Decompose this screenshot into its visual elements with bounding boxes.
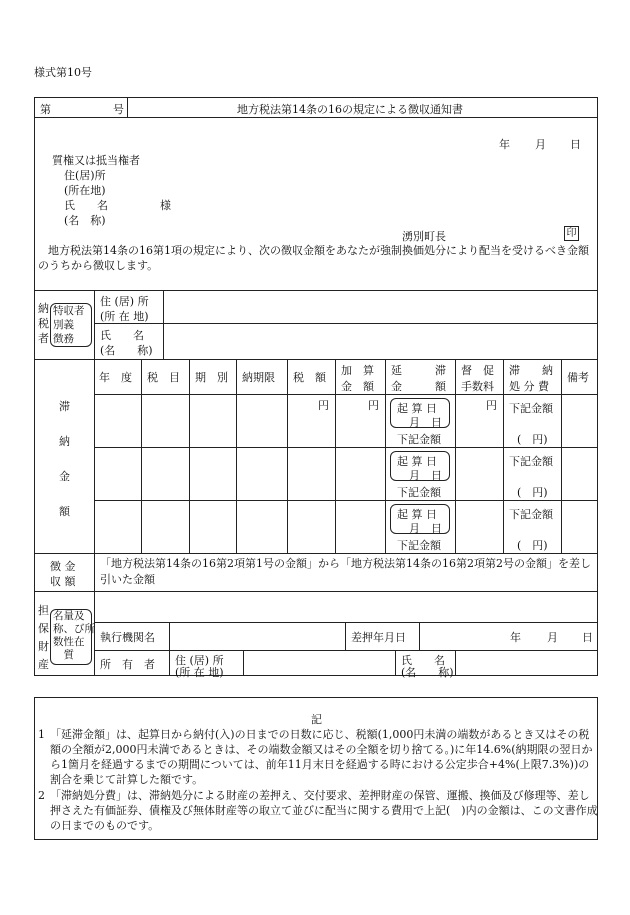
collection-label-1: 徴 金 [50,560,76,573]
notice-body: 地方税法第14条の16第1項の規定により、次の徴収金額をあなたが強制換価処分により配当を受けるべき金額のうちから徴収します。 [38,244,589,272]
owner-name-sub: (名 称) [401,666,454,679]
note-text: 「延滞金額」は、起算日から納付(入)の日までの日数に応じ、税額(1,000円未満の端数があるとき又はその税額の全額が2,000円未満であるときは、その端数金額又はその全額を切り捨てる。)に年14.6%(納期限の翌日から1箇月を経過するまでの期間については、前年11月末日を経過する時における公定歩合+4%(上限7.3%))の割合を乗じて計算した額です。 [50,728,593,786]
collection-label-2: 収 額 [50,575,76,588]
date-year: 年 [499,138,510,151]
note-item [38,788,600,833]
taxpayer-name-sub: (名 称) [100,344,153,357]
seize-year: 年 [510,631,521,644]
note-number: 2 [38,789,45,802]
note-text: 「滞納処分費」は、滞納処分による財産の差押え、交付要求、差押財産の保管、運搬、換価及び修理等、差し押さえた有価証券、債権及び無体財産等の取立て並びに配当に関する費用で上記( )内の金額は、この文書作成の日までのものです。 [50,789,598,832]
owner-label: 所 有 者 [100,658,155,671]
yen-tax: 円 [318,399,329,412]
disp-lower-amount: 下記金額 [509,455,553,468]
arrears-side-3: 金 [59,470,70,483]
note-number: 1 [38,728,45,741]
col-fee-2: 手数料 [461,380,494,393]
col-delay-1: 延 滞 [391,364,446,377]
start-day-md: 月 日 [409,416,442,429]
col-period: 期 別 [195,371,228,384]
disp-lower-amount: 下記金額 [509,508,553,521]
date-month: 月 [535,138,546,151]
name-sub: (名 称) [64,214,106,227]
col-add-2: 金 額 [341,380,374,393]
seize-month: 月 [547,631,558,644]
seize-date-label: 差押年月日 [351,631,406,644]
col-year: 年 度 [99,371,132,384]
disp-paren-yen: ( 円) [517,433,548,446]
start-day-md: 月 日 [409,522,442,535]
arrears-side-4: 額 [59,505,70,518]
arrears-side-2: 納 [59,435,70,448]
sender-name: 湧別町長 [402,230,446,243]
col-fee-1: 督 促 [461,364,494,377]
address-sub: (所在地) [64,184,106,197]
arrears-side-1: 滞 [59,400,70,413]
collateral-side-1: 担 [38,604,49,617]
delay-lower-amount: 下記金額 [397,539,441,552]
taxpayer-name-label: 氏 名 [100,329,144,342]
start-day-label: 起 算 日 [397,455,437,468]
seal-stamp: 印 [564,226,579,241]
collection-text: 「地方税法第14条の16第2項第1号の金額」から「地方税法第14条の16第2項第2号の金額」を差し引いた金額 [100,557,591,586]
col-disp-2: 処 分 費 [509,380,549,393]
col-remark: 備考 [567,371,589,384]
col-disp-1: 滞 納 [509,364,553,377]
taxpayer-side-3: 者 [38,332,49,345]
note-item [38,727,600,787]
col-delay-2: 金 額 [391,380,446,393]
exec-org-label: 執行機関名 [100,631,155,644]
taxpayer-side-2: 税 [38,317,49,330]
start-day-label: 起 算 日 [397,508,437,521]
collateral-side-3: 財 [38,640,49,653]
collateral-side-2: 保 [38,622,49,635]
delay-lower-amount: 下記金額 [397,486,441,499]
holder-label: 質権又は抵当権者 [52,154,140,167]
form-number: 様式第10号 [34,66,92,79]
name-label: 氏 名 [64,199,108,212]
taxpayer-side-1: 納 [38,302,49,315]
form-title: 地方税法第14条の16の規定による徴収通知書 [237,103,463,116]
property-desc-text: 名量及 称、び所 数性在 質 [53,610,95,661]
owner-address-label: 住 (居) 所 [175,654,224,667]
address-label: 住(居)所 [64,169,106,182]
collateral-side-4: 産 [38,658,49,671]
taxpayer-address-sub: (所 在 地) [100,310,149,323]
disp-paren-yen: ( 円) [517,486,548,499]
honorific: 様 [160,199,171,212]
yen-add: 円 [368,399,379,412]
seize-day: 日 [582,631,593,644]
owner-name-label: 氏 名 [401,654,445,667]
disp-paren-yen: ( 円) [517,539,548,552]
delay-lower-amount: 下記金額 [397,433,441,446]
start-day-md: 月 日 [409,469,442,482]
col-deadline: 納期限 [242,371,275,384]
date-day: 日 [570,138,581,151]
number-dai: 第 [40,103,51,116]
col-add-1: 加 算 [341,364,374,377]
col-tax: 税 額 [293,371,326,384]
disp-lower-amount: 下記金額 [509,402,553,415]
start-day-label: 起 算 日 [397,402,437,415]
special-collector-text: 特収者 別義 徴務 [53,305,85,345]
yen-fee: 円 [486,399,497,412]
owner-address-sub: (所 在 地) [175,666,224,679]
notes-heading: 記 [311,713,322,726]
number-gou: 号 [113,103,124,116]
taxpayer-address-label: 住 (居) 所 [100,295,149,308]
col-item: 税 目 [147,371,180,384]
